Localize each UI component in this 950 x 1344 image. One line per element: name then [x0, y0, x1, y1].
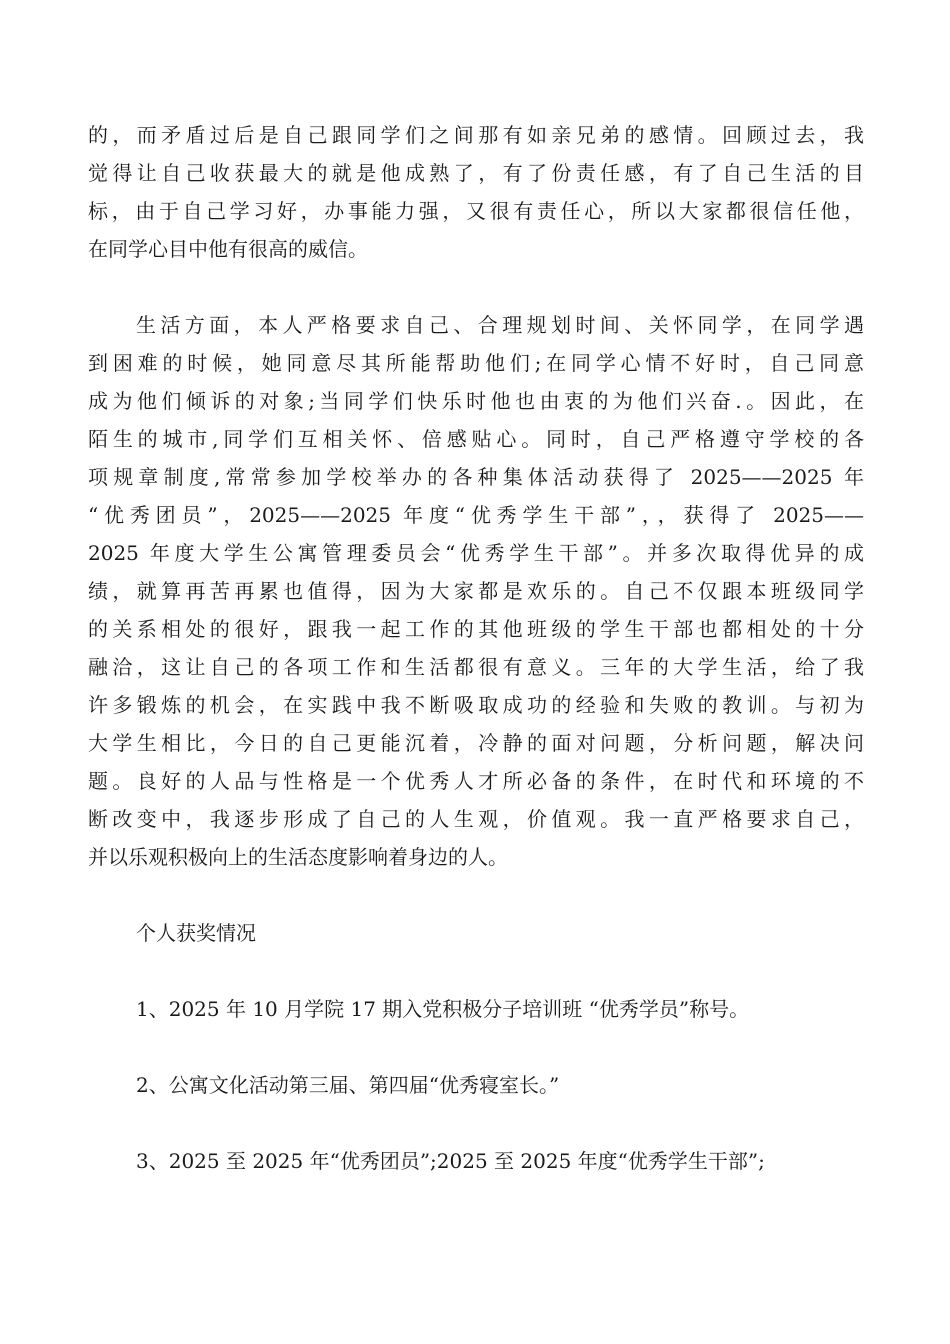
awards-heading: 个人获奖情况 — [136, 921, 256, 945]
award-item: 2、公寓文化活动第三届、第四届“优秀寝室长。” — [136, 1073, 560, 1097]
paragraph-1-line: 的，而矛盾过后是自己跟同学们之间那有如亲兄弟的感情。回顾过去，我 — [88, 123, 864, 147]
paragraph-2-line: 绩，就算再苦再累也值得，因为大家都是欢乐的。自己不仅跟本班级同学 — [88, 579, 864, 603]
paragraph-2-line: 断改变中，我逐步形成了自己的人生观，价值观。我一直严格要求自己， — [88, 807, 864, 831]
paragraph-2-line: 许多锻炼的机会，在实践中我不断吸取成功的经验和失败的教训。与初为 — [88, 693, 864, 717]
award-item: 3、2025 至 2025 年“优秀团员”;2025 至 2025 年度“优秀学生干部”; — [136, 1149, 765, 1173]
paragraph-2-line: 的关系相处的很好，跟我一起工作的其他班级的学生干部也都相处的十分 — [88, 617, 864, 641]
paragraph-1-line: 觉得让自己收获最大的就是他成熟了，有了份责任感，有了自己生活的目 — [88, 161, 864, 185]
paragraph-2-line: 大学生相比，今日的自己更能沉着，冷静的面对问题，分析问题，解决问 — [88, 731, 864, 755]
paragraph-2-line: 题。良好的人品与性格是一个优秀人才所必备的条件，在时代和环境的不 — [88, 769, 864, 793]
paragraph-2-line: 陌生的城市,同学们互相关怀、倍感贴心。同时，自己严格遵守学校的各 — [88, 427, 864, 451]
paragraph-1-line: 在同学心目中他有很高的威信。 — [88, 237, 368, 261]
paragraph-2-line: 到困难的时候，她同意尽其所能帮助他们;在同学心情不好时，自己同意 — [88, 351, 864, 375]
paragraph-2-line: 融洽，这让自己的各项工作和生活都很有意义。三年的大学生活，给了我 — [88, 655, 864, 679]
paragraph-2-line: 并以乐观积极向上的生活态度影响着身边的人。 — [88, 845, 508, 869]
paragraph-2-line: 成为他们倾诉的对象;当同学们快乐时他也由衷的为他们兴奋.。因此，在 — [88, 389, 864, 413]
paragraph-1-line: 标，由于自己学习好，办事能力强，又很有责任心，所以大家都很信任他， — [88, 199, 864, 223]
award-item: 1、2025 年 10 月学院 17 期入党积极分子培训班 “优秀学员”称号。 — [136, 997, 750, 1021]
paragraph-2-line: “优秀团员”，2025——2025 年度“优秀学生干部”，，获得了 2025—— — [88, 503, 864, 527]
paragraph-2-line: 生活方面，本人严格要求自己、合理规划时间、关怀同学，在同学遇 — [136, 313, 864, 337]
paragraph-2-line: 项规章制度,常常参加学校举办的各种集体活动获得了 2025——2025 年 — [88, 465, 864, 489]
paragraph-2-line: 2025 年度大学生公寓管理委员会“优秀学生干部”。并多次取得优异的成 — [88, 541, 864, 565]
